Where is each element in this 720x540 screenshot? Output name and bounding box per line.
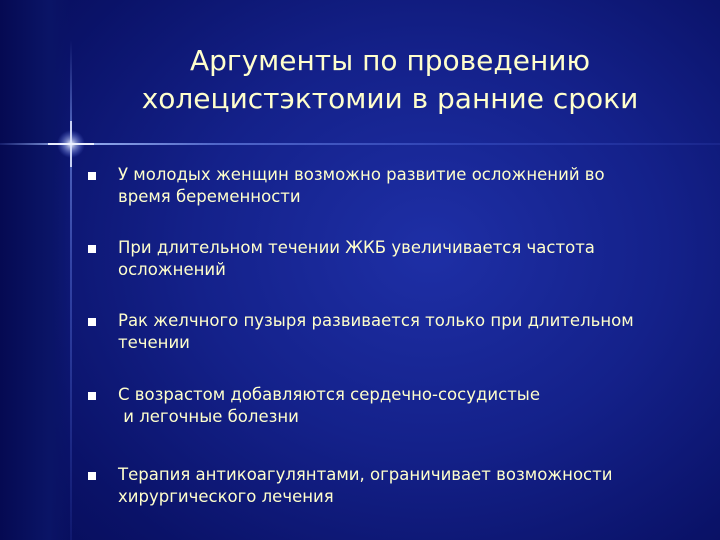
square-bullet-icon <box>88 318 96 326</box>
bullet-line: осложнений <box>118 260 226 279</box>
bullet-line: Рак желчного пузыря развивается только при длительном <box>118 311 634 330</box>
title-line-1: Аргументы по проведению <box>189 44 591 77</box>
bullet-text <box>118 164 678 208</box>
left-decorative-band <box>0 0 70 540</box>
bullet-line: хирургического лечения <box>118 487 334 506</box>
vertical-light-line <box>70 40 72 540</box>
bullet-line: У молодых женщин возможно развитие осложнений во <box>118 165 605 184</box>
title-line-2: холецистэктомии в ранние сроки <box>141 82 639 115</box>
square-bullet-icon <box>88 472 96 480</box>
bullet-line: и легочные болезни <box>118 407 299 426</box>
square-bullet-icon <box>88 392 96 400</box>
bullet-text <box>118 237 678 281</box>
bullet-line: течении <box>118 333 190 352</box>
bullet-line: время беременности <box>118 187 301 206</box>
bullet-line: При длительном течении ЖКБ увеличивается частота <box>118 238 595 257</box>
square-bullet-icon <box>88 245 96 253</box>
bullet-text <box>118 384 678 428</box>
slide-title <box>90 42 690 118</box>
bullet-text <box>118 310 678 354</box>
horizontal-light-line <box>0 143 720 145</box>
bullet-text <box>118 464 678 508</box>
square-bullet-icon <box>88 172 96 180</box>
bullet-line: Терапия антикоагулянтами, ограничивает возможности <box>118 465 613 484</box>
bullet-line: С возрастом добавляются сердечно-сосудистые <box>118 385 540 404</box>
